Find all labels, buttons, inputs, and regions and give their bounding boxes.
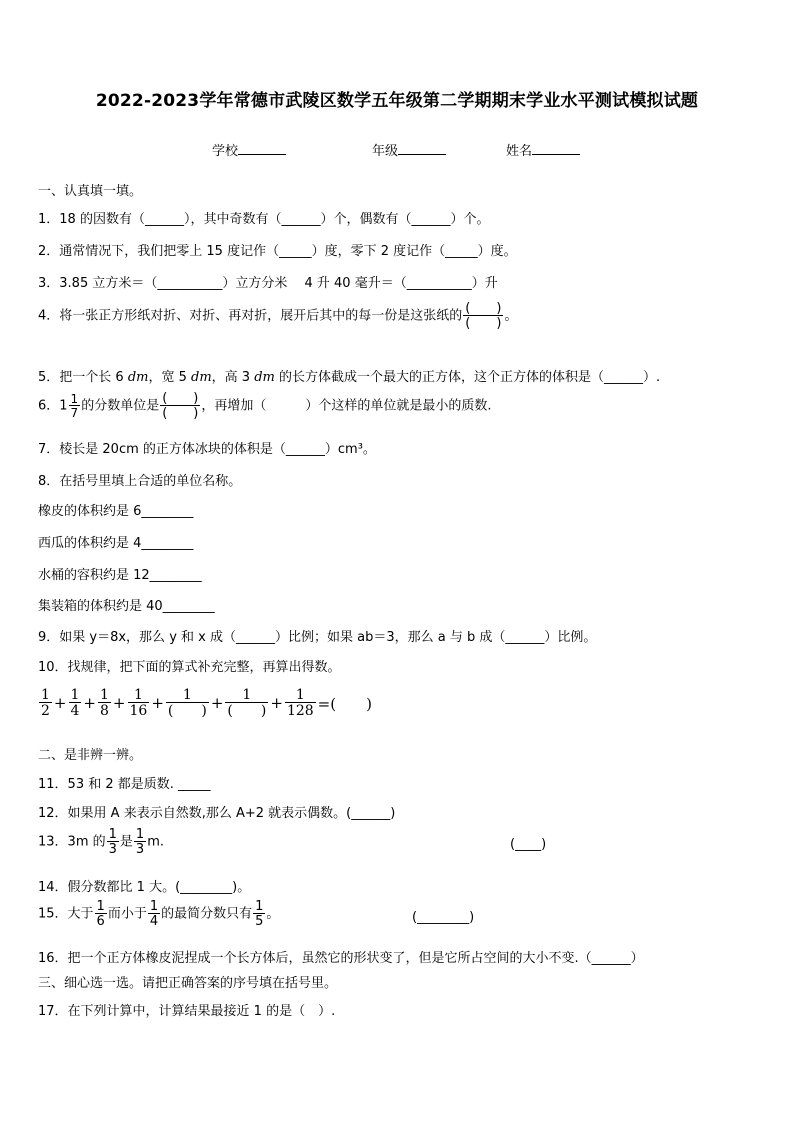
question-5: 5．把一个长 6 dm，宽 5 dm，高 3 dm 的长方体截成一个最大的正方体，这个正方体的体积是（______）. [38,370,661,385]
question-9: 9．如果 y＝8x，那么 y 和 x 成（______）比例；如果 ab＝3，那么 a 与 b 成（______）比例。 [38,630,597,645]
q10-term-3: $\frac{1}{8}$ [100,687,109,719]
question-13: 13．3m 的 $\frac{1}{3}$ 是 $\frac{1}{3}$ m. [38,827,164,857]
q8-item-3: 水桶的容积约是 12________ [38,568,202,583]
question-4: 4．将一张正方形纸对折、对折、再对折，展开后其中的每一份是这张纸的 $\frac{( )}{( )}$ 。 [38,301,518,331]
question-1: 1．18 的因数有（______），其中奇数有（______）个，偶数有（______）个。 [38,212,490,227]
q8-item-2: 西瓜的体积约是 4________ [38,536,194,551]
question-10: 10．找规律，把下面的算式补充完整，再算出得数。 [38,660,341,675]
q10-term-4: $\frac{1}{16}$ [129,687,148,719]
grade-blank[interactable] [398,140,446,155]
question-6: 6．1 $\frac{1}{7}$ 的分数单位是 $\frac{( )}{( )}$ ，再增加（ ）个这样的单位就是最小的质数. [38,391,492,421]
q10-term-5-blank[interactable]: $\frac{1}{( )}$ [167,687,207,719]
q15-answer-blank[interactable]: (________) [412,910,475,925]
question-3: 3．3.85 立方米＝（__________）立方分米 4 升 40 毫升＝（__________）升 [38,276,498,291]
school-blank[interactable] [238,140,286,155]
question-7: 7．棱长是 20cm 的正方体冰块的体积是（______）cm³。 [38,442,376,457]
question-11: 11．53 和 2 都是质数. _____ [38,777,211,792]
page-title: 2022-2023学年常德市武陵区数学五年级第二学期期末学业水平测试模拟试题 [95,91,699,111]
grade-label: 年级 [372,144,399,159]
question-17: 17．在下列计算中，计算结果最接近 1 的是（ ）. [38,1004,336,1019]
q13-answer-blank[interactable]: (____) [510,837,547,852]
name-blank[interactable] [532,140,580,155]
question-16: 16．把一个正方体橡皮泥捏成一个长方体后，虽然它的形状变了，但是它所占空间的大小不变.（______） [38,951,644,966]
question-14: 14．假分数都比 1 大。(________)。 [38,880,251,895]
school-label: 学校 [212,144,239,159]
q10-answer-blank[interactable]: =( ) [317,694,372,713]
section-2-heading: 二、是非辨一辨。 [38,748,143,763]
grade-field [372,140,446,159]
question-12: 12．如果用 A 来表示自然数,那么 A+2 就表示偶数。(______) [38,806,396,821]
q10-equation: $\frac{1}{2}$ + $\frac{1}{4}$ + $\frac{1}{8}$ + $\frac{1}{16}$ + $\frac{1}{( )}$ + $\frac{1}{( )}$ + $\frac{1}{128}$ =( ) [41,687,372,719]
q4-fraction-blank[interactable]: $\frac{( )}{( )}$ [465,301,502,331]
q8-item-1: 橡皮的体积约是 6________ [38,504,194,519]
q4-text: 4．将一张正方形纸对折、对折、再对折，展开后其中的每一份是这张纸的 [38,308,463,324]
q6-mixed-fraction: $\frac{1}{7}$ [70,392,79,420]
question-15: 15．大于 $\frac{1}{6}$ 而小于 $\frac{1}{4}$ 的最简分数只有 $\frac{1}{5}$ 。 [38,899,280,929]
school-field [212,140,286,159]
question-2: 2．通常情况下，我们把零上 15 度记作（_____）度，零下 2 度记作（_____）度。 [38,244,517,259]
q10-term-6-blank[interactable]: $\frac{1}{( )}$ [227,687,267,719]
section-1-heading: 一、认真填一填。 [38,184,143,199]
q8-item-4: 集装箱的体积约是 40________ [38,599,215,614]
q6-fraction-blank[interactable]: $\frac{( )}{( )}$ [162,391,199,421]
q10-term-7: $\frac{1}{128}$ [286,687,314,719]
name-field [506,140,580,159]
section-3-heading: 三、细心选一选。请把正确答案的序号填在括号里。 [38,976,338,991]
name-label: 姓名 [506,144,533,159]
q10-term-2: $\frac{1}{4}$ [70,687,80,719]
question-8: 8．在括号里填上合适的单位名称。 [38,474,242,489]
q10-term-1: $\frac{1}{2}$ [41,687,50,719]
